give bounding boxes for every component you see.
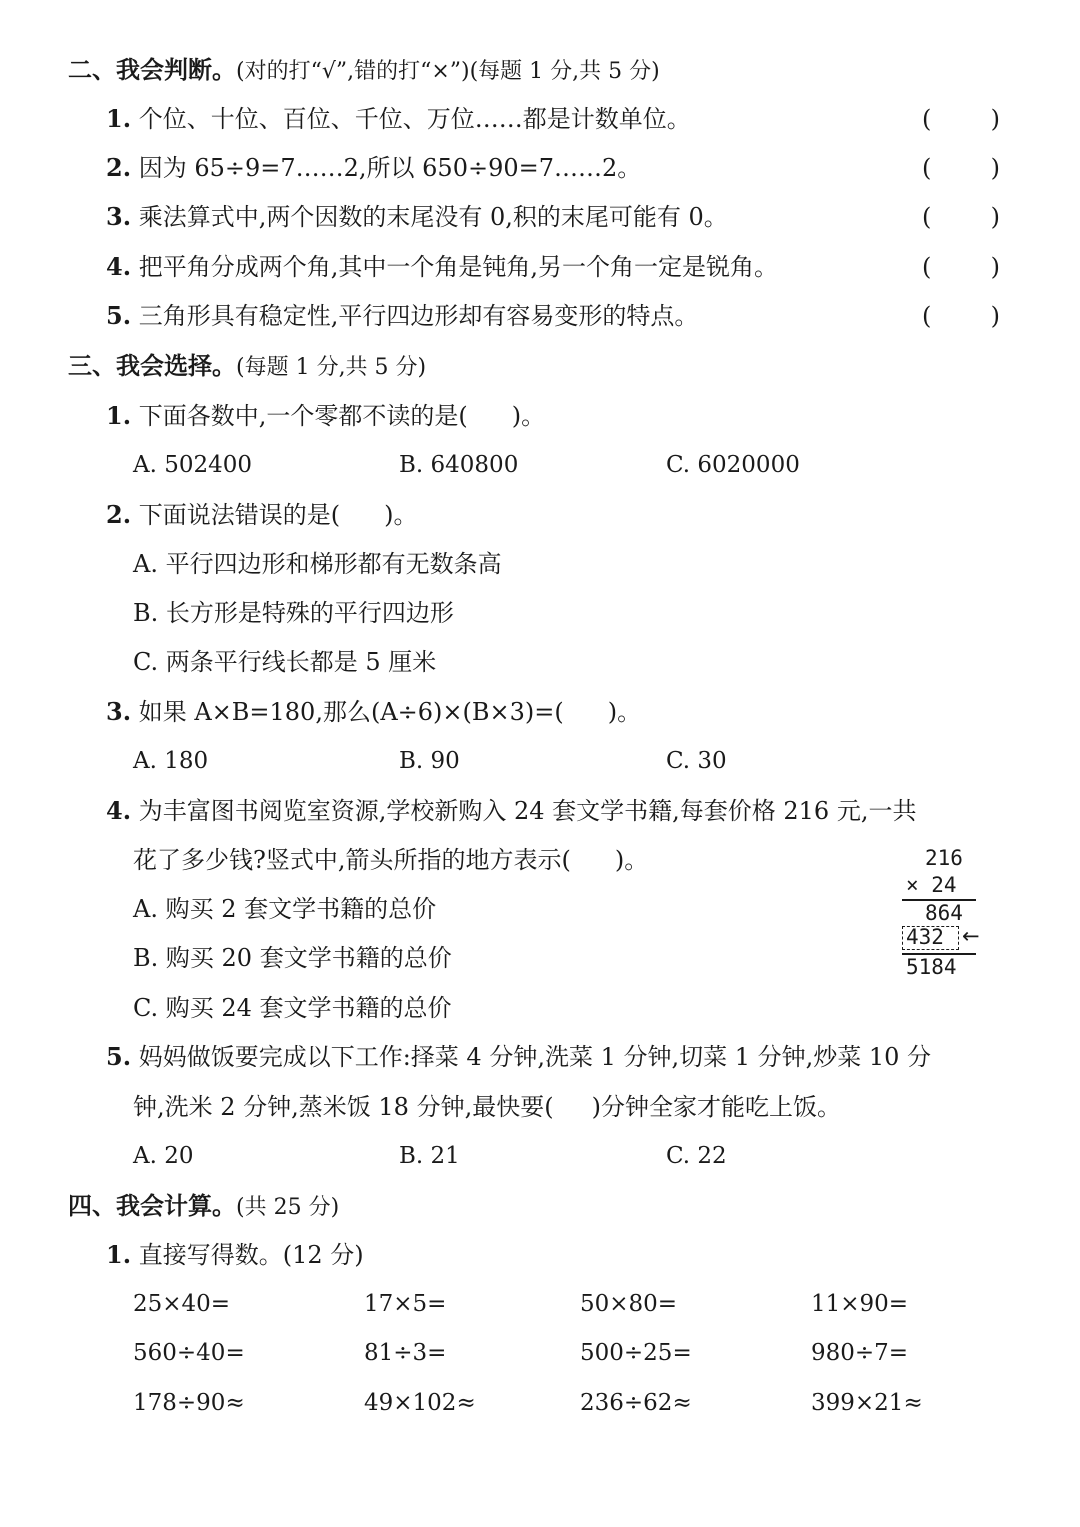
question-number: 1. bbox=[106, 1240, 132, 1269]
question-stem: 花了多少钱?竖式中,箭头所指的地方表示( bbox=[133, 846, 571, 874]
option-a: A. 20 bbox=[133, 1143, 194, 1169]
section-4-note: (共 25 分) bbox=[236, 1195, 340, 1220]
question-stem: 下面说法错误的是( bbox=[138, 501, 341, 529]
calc-expression[interactable]: 399×21≈ bbox=[811, 1390, 923, 1416]
partial-product-1: 864 bbox=[925, 901, 963, 925]
arrow-left-icon: ← bbox=[962, 924, 980, 948]
calc-question-1 bbox=[106, 1239, 364, 1271]
item-number: 3. bbox=[106, 202, 132, 231]
calc-expression[interactable]: 178÷90≈ bbox=[133, 1390, 245, 1416]
option-c: C. 6020000 bbox=[666, 452, 800, 478]
item-number: 4. bbox=[106, 252, 132, 281]
option-c: C. 购买 24 套文学书籍的总价 bbox=[133, 994, 452, 1022]
section-2-title: 二、我会判断。 bbox=[68, 55, 236, 84]
judge-item-1 bbox=[106, 103, 691, 135]
option-b: B. 长方形是特殊的平行四边形 bbox=[133, 599, 454, 627]
item-text: 把平角分成两个角,其中一个角是钝角,另一个角一定是锐角。 bbox=[138, 253, 778, 281]
calc-expression[interactable]: 17×5= bbox=[364, 1291, 447, 1317]
option-a: A. 购买 2 套文学书籍的总价 bbox=[133, 895, 437, 923]
judge-item-3 bbox=[106, 201, 728, 233]
question-number: 2. bbox=[106, 500, 132, 529]
option-c: C. 22 bbox=[666, 1143, 727, 1169]
option-a: A. 502400 bbox=[133, 452, 253, 478]
question-text: 直接写得数。(12 分) bbox=[138, 1241, 364, 1269]
section-3-heading bbox=[68, 350, 426, 384]
question-stem: 为丰富图书阅览室资源,学校新购入 24 套文学书籍,每套价格 216 元,一共 bbox=[138, 797, 917, 825]
choice-question-5 bbox=[106, 1041, 931, 1073]
calc-expression[interactable]: 560÷40= bbox=[133, 1340, 245, 1366]
question-number: 3. bbox=[106, 697, 132, 726]
calc-expression[interactable]: 236÷62≈ bbox=[580, 1390, 692, 1416]
calc-expression[interactable]: 50×80= bbox=[580, 1291, 678, 1317]
option-b: B. 640800 bbox=[399, 452, 519, 478]
option-b: B. 购买 20 套文学书籍的总价 bbox=[133, 944, 452, 972]
choice-question-3 bbox=[106, 696, 641, 728]
question-number: 1. bbox=[106, 401, 132, 430]
item-number: 5. bbox=[106, 301, 132, 330]
question-stem: 如果 A×B=180,那么(A÷6)×(B×3)=( bbox=[138, 698, 564, 726]
item-text: 乘法算式中,两个因数的末尾没有 0,积的末尾可能有 0。 bbox=[138, 203, 728, 231]
option-a: A. 180 bbox=[133, 748, 209, 774]
multiplicand: 216 bbox=[925, 846, 963, 870]
item-text: 三角形具有稳定性,平行四边形却有容易变形的特点。 bbox=[138, 302, 699, 330]
section-4-title: 四、我会计算。 bbox=[68, 1191, 236, 1220]
question-stem-end: )。 bbox=[384, 501, 418, 529]
item-text: 因为 65÷9=7……2,所以 650÷90=7……2。 bbox=[138, 154, 642, 182]
judge-item-4 bbox=[106, 251, 778, 283]
calc-expression[interactable]: 980÷7= bbox=[811, 1340, 909, 1366]
judge-item-5 bbox=[106, 300, 698, 332]
question-stem-end: )。 bbox=[511, 402, 546, 430]
calc-expression[interactable]: 49×102≈ bbox=[364, 1390, 476, 1416]
option-b: B. 21 bbox=[399, 1143, 460, 1169]
option-c: C. 两条平行线长都是 5 厘米 bbox=[133, 648, 437, 676]
question-stem: 钟,洗米 2 分钟,蒸米饭 18 分钟,最快要( bbox=[133, 1093, 554, 1121]
question-stem-line-2 bbox=[133, 1091, 841, 1123]
section-2-note: (对的打“√”,错的打“×”)(每题 1 分,共 5 分) bbox=[236, 59, 660, 84]
question-number: 5. bbox=[106, 1042, 132, 1071]
item-number: 1. bbox=[106, 104, 132, 133]
calc-expression[interactable]: 11×90= bbox=[811, 1291, 909, 1317]
judge-item-2 bbox=[106, 152, 641, 184]
choice-question-2 bbox=[106, 499, 417, 531]
question-stem: 妈妈做饭要完成以下工作:择菜 4 分钟,洗菜 1 分钟,切菜 1 分钟,炒菜 10 分 bbox=[138, 1043, 932, 1071]
option-a: A. 平行四边形和梯形都有无数条高 bbox=[133, 550, 502, 578]
choice-question-1 bbox=[106, 400, 545, 432]
question-stem: 下面各数中,一个零都不读的是( bbox=[138, 402, 468, 430]
section-3-note: (每题 1 分,共 5 分) bbox=[236, 355, 427, 380]
section-3-title: 三、我会选择。 bbox=[68, 351, 236, 380]
question-stem-end: )分钟全家才能吃上饭。 bbox=[591, 1093, 841, 1121]
item-text: 个位、十位、百位、千位、万位……都是计数单位。 bbox=[138, 105, 691, 133]
calc-expression[interactable]: 500÷25= bbox=[580, 1340, 692, 1366]
option-c: C. 30 bbox=[666, 748, 727, 774]
multiplier: × 24 bbox=[906, 873, 957, 897]
section-4-heading bbox=[68, 1190, 339, 1224]
calc-expression[interactable]: 25×40= bbox=[133, 1291, 231, 1317]
partial-product-2: 432 bbox=[906, 925, 944, 949]
calc-expression[interactable]: 81÷3= bbox=[364, 1340, 447, 1366]
section-2-heading bbox=[68, 54, 660, 88]
question-stem-end: )。 bbox=[607, 698, 642, 726]
question-stem-end: )。 bbox=[614, 846, 649, 874]
choice-question-4 bbox=[106, 795, 916, 827]
product: 5184 bbox=[906, 955, 957, 979]
question-number: 4. bbox=[106, 796, 132, 825]
item-number: 2. bbox=[106, 153, 132, 182]
option-b: B. 90 bbox=[399, 748, 460, 774]
question-stem-line-2 bbox=[133, 844, 648, 876]
